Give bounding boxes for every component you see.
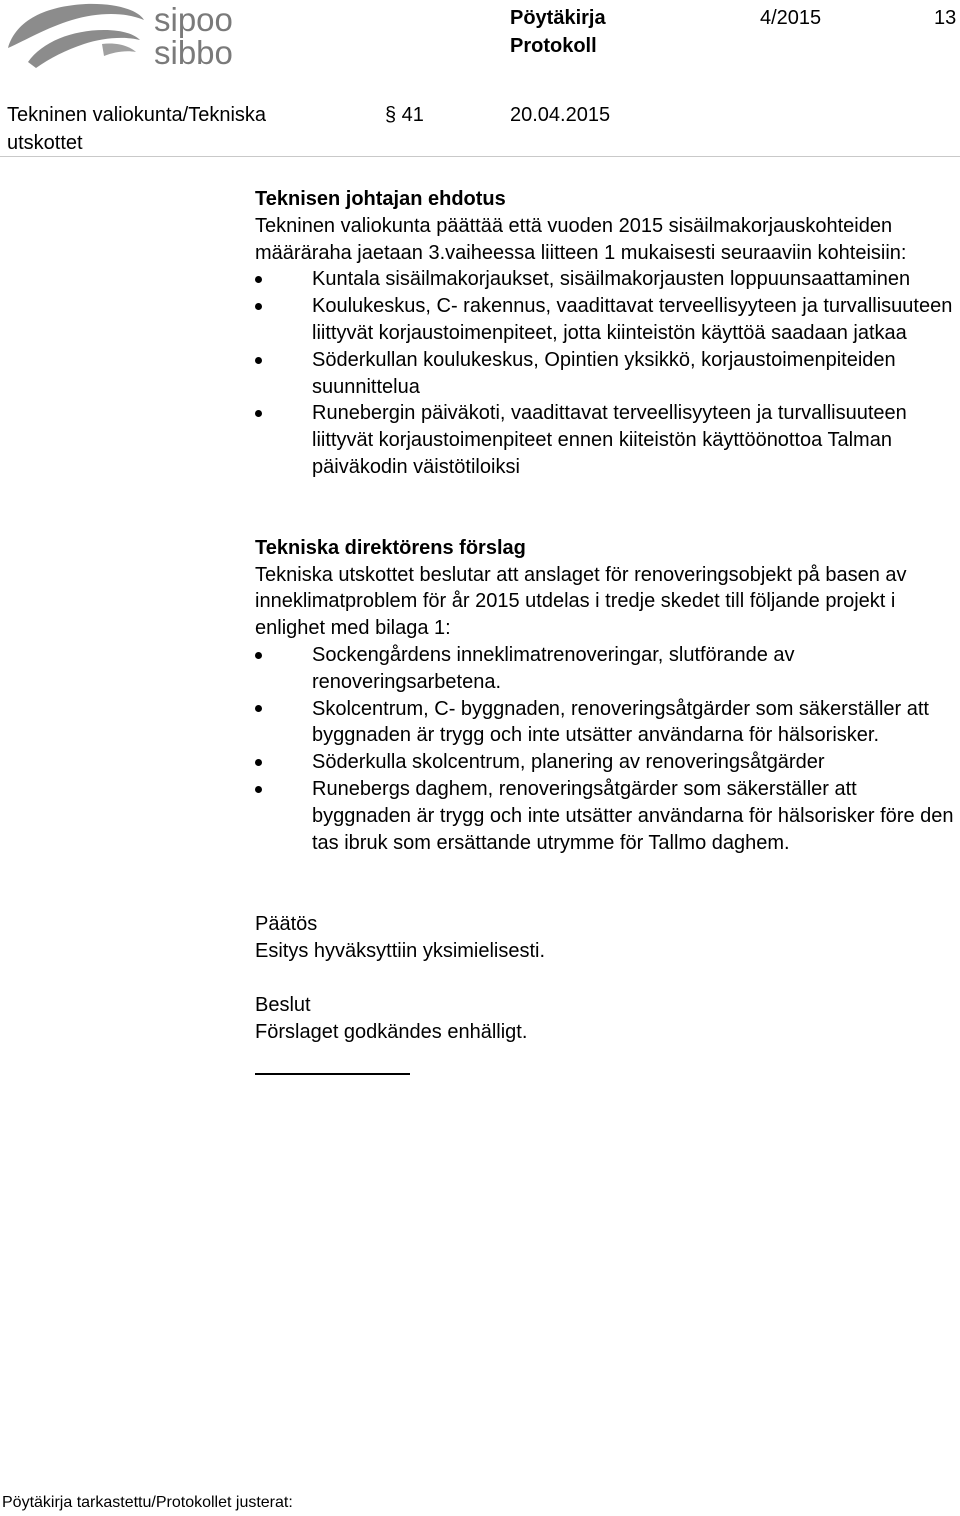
swedish-proposal-intro: Tekniska utskottet beslutar att anslaget för renoveringsobjekt på basen av inneklimatproblem för år 2015 utdelas i tredje skedet till följande projekt i enlighet med bilaga 1: [255, 563, 907, 640]
bullet-icon [255, 696, 263, 723]
document-body [255, 186, 955, 1075]
decision-label-sv: Beslut [255, 993, 311, 1016]
footer-verification-label: Pöytäkirja tarkastettu/Protokollet justerat: [2, 1494, 293, 1511]
meeting-date: 20.04.2015 [510, 104, 611, 126]
finnish-proposal-intro: Tekninen valiokunta päättää että vuoden 2015 sisäilmakorjauskohteiden määräraha jaetaan 3.vaiheessa liitteen 1 mukaisesti seuraaviin kohteisiin: [255, 214, 907, 264]
sipoo-sibbo-logo [6, 0, 256, 72]
list-item [255, 642, 955, 696]
list-item-text: Runebergin päiväkoti, vaadittavat terveellisyyteen ja turvallisuuteen liittyvät korjaustoimenpiteet ennen kiiteistön käyttöönottoa Talman päiväkodin väistötiloiksi [312, 402, 907, 478]
list-item-text: Sockengårdens inneklimatrenoveringar, slutförande av renoveringsarbetena. [312, 643, 795, 693]
page-number: 13 [934, 7, 957, 29]
logo-text-sipoo: sipoo [154, 1, 233, 38]
swedish-target-list [255, 642, 955, 856]
bullet-icon [255, 293, 263, 320]
committee-name-line2: utskottet [7, 132, 83, 154]
bullet-icon [255, 400, 263, 427]
finnish-proposal-heading: Teknisen johtajan ehdotus [255, 188, 506, 210]
list-item-text: Söderkulla skolcentrum, planering av renoveringsåtgärder [312, 751, 825, 774]
end-rule [255, 1073, 410, 1075]
decision-text-sv: Förslaget godkändes enhälligt. [255, 1020, 528, 1043]
decision-label-fi: Päätös [255, 913, 318, 936]
swedish-proposal-heading: Tekniska direktörens förslag [255, 536, 526, 559]
bullet-icon [255, 776, 263, 803]
list-item [255, 266, 955, 293]
list-item [255, 347, 955, 401]
spacer [255, 856, 955, 911]
list-item [255, 696, 955, 750]
committee-name-line1: Tekninen valiokunta/Tekniska [7, 104, 267, 126]
list-item [255, 293, 955, 347]
decision-text-fi: Esitys hyväksyttiin yksimielisesti. [255, 940, 546, 963]
list-item-text: Koulukeskus, C- rakennus, vaadittavat terveellisyyteen ja turvallisuuteen liittyvät korjaustoimenpiteet, jotta kiinteistön käyttöä saadaan jatkaa [312, 295, 953, 344]
list-item-text: Söderkullan koulukeskus, Opintien yksikkö, korjaustoimenpiteiden suunnittelua [312, 348, 896, 398]
bullet-icon [255, 266, 263, 293]
section-number: § 41 [385, 104, 424, 126]
header-divider [0, 156, 960, 157]
list-item [255, 776, 955, 856]
list-item-text: Runebergs daghem, renoveringsåtgärder som säkerställer att byggnaden är trygg och inte utsätter användarna för hälsorisker före den tas ibruk som ersättande utrymme för Tallmo daghem. [312, 777, 954, 854]
list-item [255, 400, 955, 480]
bullet-icon [255, 749, 263, 776]
finnish-target-list [255, 266, 955, 480]
municipality-emblem-icon [6, 0, 146, 72]
issue-number: 4/2015 [760, 7, 822, 29]
logo-text-sibbo: sibbo [154, 34, 233, 71]
doc-type-sv: Protokoll [510, 35, 597, 57]
list-item [255, 749, 955, 776]
bullet-icon [255, 642, 263, 669]
doc-type-fi: Pöytäkirja [510, 7, 606, 29]
spacer [255, 965, 955, 992]
spacer [255, 481, 955, 535]
list-item-text: Skolcentrum, C- byggnaden, renoveringsåtgärder som säkerställer att byggnaden är trygg och inte utsätter användarna för hälsorisker. [312, 697, 929, 747]
bullet-icon [255, 347, 263, 374]
list-item-text: Kuntala sisäilmakorjaukset, sisäilmakorjausten loppuunsaattaminen [312, 268, 911, 291]
